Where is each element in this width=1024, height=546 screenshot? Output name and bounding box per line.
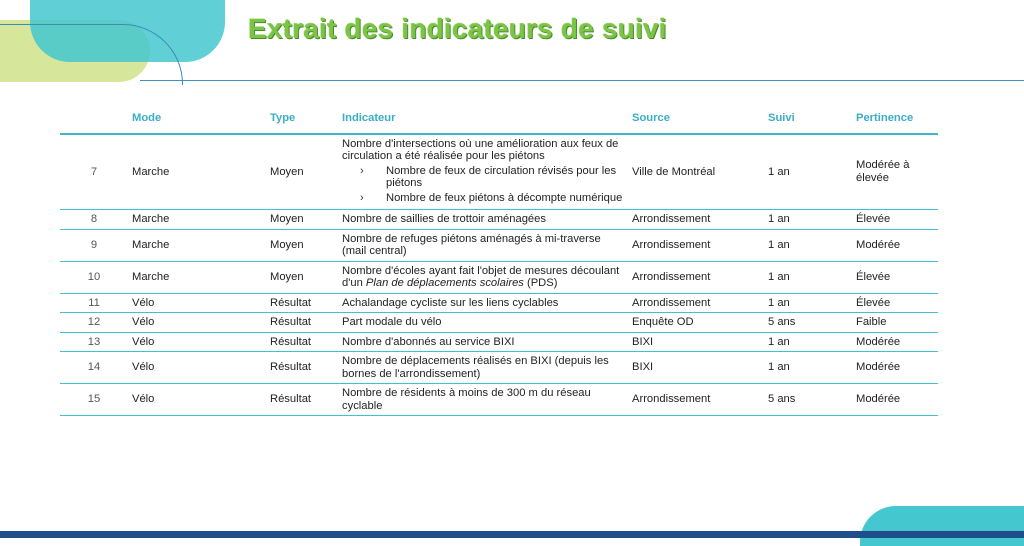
row-pertinence: Modérée [852,352,938,384]
row-suivi: 1 an [764,210,852,230]
indicateur-text-italic: Plan de déplacements scolaires [365,277,524,289]
row-suivi: 1 an [764,261,852,293]
row-pertinence: Modérée à élevée [852,134,938,210]
table-row [60,210,938,230]
table-header-row [60,110,938,134]
row-suivi: 1 an [764,352,852,384]
sub-indicator-text: Nombre de feux de circulation révisés pour les piétons [386,164,617,189]
sub-indicator-text: Nombre de feux piétons à décompte numérique [386,191,623,204]
indicators-table [60,110,938,416]
row-source: Arrondissement [628,210,764,230]
row-indicateur: Nombre de déplacements réalisés en BIXI (depuis les bornes de l'arrondissement) [338,352,628,384]
row-number: 8 [60,210,128,230]
row-type: Moyen [266,229,338,261]
row-number: 15 [60,384,128,416]
row-number: 14 [60,352,128,384]
row-suivi: 5 ans [764,313,852,333]
row-indicateur: Nombre de refuges piétons aménagés à mi-traverse (mail central) [338,229,628,261]
table-row [60,261,938,293]
slide-title: Extrait des indicateurs de suivi [248,13,667,44]
table-row [60,352,938,384]
row-indicateur [338,134,628,210]
table-row [60,293,938,313]
table-row [60,134,938,210]
sub-indicator-item [360,165,624,190]
row-indicateur: Nombre de saillies de trottoir aménagées [338,210,628,230]
decorative-teal-corner [860,506,1024,546]
row-mode: Marche [128,261,266,293]
table-row [60,332,938,352]
row-suivi: 1 an [764,229,852,261]
row-pertinence: Faible [852,313,938,333]
row-mode: Marche [128,134,266,210]
row-source: Enquête OD [628,313,764,333]
header-source: Source [628,110,764,134]
row-indicateur: Achalandage cycliste sur les liens cyclables [338,293,628,313]
row-source: Arrondissement [628,261,764,293]
header-indicateur: Indicateur [338,110,628,134]
row-source: Arrondissement [628,293,764,313]
row-source: Arrondissement [628,229,764,261]
indicateur-text: Nombre d'intersections où une amélioration aux feux de circulation a été réalisée pour les piétons [342,137,619,162]
row-type: Résultat [266,352,338,384]
indicateur-text-post: (PDS) [523,277,558,289]
table-row [60,384,938,416]
chevron-right-icon: › [360,164,364,177]
row-mode: Vélo [128,313,266,333]
row-indicateur: Part modale du vélo [338,313,628,333]
indicateur-text-pre: Nombre d'écoles ayant fait l'objet de mesures découlant d'un [342,264,620,289]
row-source: Arrondissement [628,384,764,416]
row-source: BIXI [628,332,764,352]
row-mode: Vélo [128,384,266,416]
header-pertinence: Pertinence [852,110,938,134]
table-row [60,313,938,333]
row-type: Résultat [266,384,338,416]
header-type: Type [266,110,338,134]
header-suivi: Suivi [764,110,852,134]
row-mode: Vélo [128,293,266,313]
footer-bar [0,531,1024,538]
row-source: Ville de Montréal [628,134,764,210]
row-indicateur: Nombre d'abonnés au service BIXI [338,332,628,352]
row-type: Résultat [266,332,338,352]
header-mode: Mode [128,110,266,134]
row-indicateur: Nombre de résidents à moins de 300 m du réseau cyclable [338,384,628,416]
row-type: Moyen [266,134,338,210]
row-source: BIXI [628,352,764,384]
row-pertinence: Modérée [852,332,938,352]
row-type: Moyen [266,261,338,293]
row-suivi: 5 ans [764,384,852,416]
row-mode: Vélo [128,332,266,352]
row-number: 9 [60,229,128,261]
row-mode: Marche [128,210,266,230]
row-mode: Vélo [128,352,266,384]
row-pertinence: Élevée [852,261,938,293]
row-number: 7 [60,134,128,210]
row-type: Résultat [266,313,338,333]
row-number: 13 [60,332,128,352]
row-number: 12 [60,313,128,333]
row-pertinence: Modérée [852,229,938,261]
decorative-arc-line [0,24,183,85]
sub-indicator-list [342,165,624,205]
title-underline [140,80,1024,81]
row-pertinence: Élevée [852,293,938,313]
chevron-right-icon: › [360,191,364,204]
row-number: 11 [60,293,128,313]
row-suivi: 1 an [764,293,852,313]
row-type: Résultat [266,293,338,313]
row-type: Moyen [266,210,338,230]
row-pertinence: Élevée [852,210,938,230]
row-suivi: 1 an [764,134,852,210]
row-number: 10 [60,261,128,293]
row-suivi: 1 an [764,332,852,352]
row-mode: Marche [128,229,266,261]
row-pertinence: Modérée [852,384,938,416]
header-number [60,110,128,134]
sub-indicator-item [360,192,624,205]
row-indicateur [338,261,628,293]
table-row [60,229,938,261]
